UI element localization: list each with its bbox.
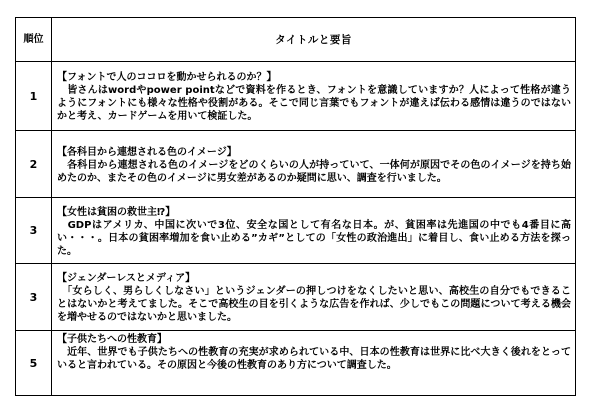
entry-summary: 皆さんはwordやpower pointなどで資料を作るとき、フォントを意識していますか？人によって性格が違うようにフォントにも様々な性格や役割がある。そこで同じ言葉でもフォントが違えば伝わる感情は違うのではないかと考え、カードゲームを用いて検証した。 [57,85,571,122]
table-header-row [16,18,576,62]
entry-content [52,144,575,185]
entry-summary: 各科目から連想される色のイメージをどのくらいの人が持っていて、一体何が原因でその色のイメージを持ち始めたのか、またその色のイメージに男女差があるのか疑問に思い、調査を行いました。 [57,159,571,184]
entry-title: 【各科目から連想される色のイメージ】 [57,146,237,158]
header-rank: 順位 [16,18,52,62]
entry-cell [52,131,576,198]
entry-cell [52,62,576,131]
table-row [16,62,576,131]
rank-cell: 5 [16,331,52,396]
table-row [16,331,576,396]
table-row [16,131,576,198]
header-title: タイトルと要旨 [52,18,576,62]
entry-title: 【ジェンダーレスとメディア】 [57,273,196,284]
table-row [16,264,576,331]
rank-cell: 3 [16,198,52,264]
table-row [16,198,576,264]
entry-title: 【フォントで人のココロを動かせられるのか？】 [57,72,277,83]
ranking-table [15,17,576,396]
entry-content [52,270,575,324]
entry-cell [52,264,576,331]
rank-cell: 2 [16,131,52,198]
entry-summary: GDPはアメリカ、中国に次いで3位、安全な国として有名な日本。が、貧困率は先進国の中でも4番目に高い・・・。日本の貧困率増加を食い止める”カギ”としての「女性の政治進出」に着目し、食い止める方法を探った。 [57,219,571,257]
entry-cell [52,198,576,264]
entry-content [52,204,575,258]
entry-summary: 「女らしく、男らしくしなさい」というジェンダーの押しつけをなくしたいと思い、高校生の自分でもできることはないかと考えてました。そこで高校生の目を引くような広告を作れば、少しでもこの問題について考える機会を増やせるのではないかと思いました。 [57,286,571,323]
rank-cell: 3 [16,264,52,331]
entry-content [52,331,575,395]
entry-summary: 近年、世界でも子供たちへの性教育の充実が求められている中、日本の性教育は世界に比べ大きく後れをとっていると言われている。その原因と今後の性教育のあり方について調査した。 [57,347,571,371]
rank-cell: 1 [16,62,52,131]
entry-cell [52,331,576,396]
entry-title: 【女性は貧困の救世主⁉】 [57,206,176,218]
entry-content [52,69,575,123]
entry-title: 【子供たちへの性教育】 [57,334,167,345]
